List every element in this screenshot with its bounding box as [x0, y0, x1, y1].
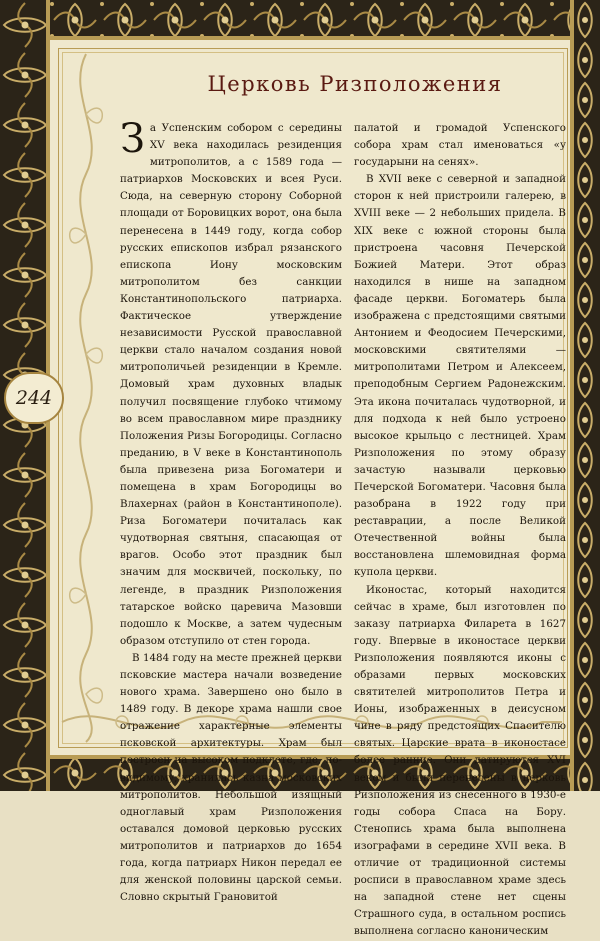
paragraph: палатой и громадой Успенского собора храм стал именоваться «у государыни на сенях».: [354, 122, 566, 169]
floral-vine-icon: [62, 54, 110, 742]
paragraph: Иконостас, который находится сейчас в храме, был изготовлен по заказу патриарха Филарета в 1627 году. Впервые в иконостасе церкви Ризположения появляются иконы с образами первых московских святителей митрополитов Петра и Ионы, изображенных в деисусном чине в ряду предстоящих Спасителю святых. Царские врата в иконостасе более ранние. Они датируются XVI веком и были перенесены в церковь Ризположения из снесенного в 1930-е годы собора Спаса на Бору. Стенопись храма была выполнена изографами в середине XVII века. В отличие от традиционной системы росписи в православном храме здесь на западной стене нет сцены Страшного суда, в остальном роспись выполнена согласно каноническим: [354, 583, 566, 938]
text-column-left: [120, 116, 342, 906]
page-title: Церковь Ризположения: [207, 72, 503, 96]
text-column-right: [354, 120, 566, 941]
page-number: 244: [15, 387, 53, 409]
top-border-ornament-icon: [0, 0, 600, 40]
right-border-ornament-icon: [570, 0, 600, 791]
paragraph: В 1484 году на месте прежней церкви псковские мастера начали возведение нового храма. Завершено оно было в 1489 году. В декоре храма нашли свое отражение характерные элементы псковской архитектуры. Храм был построен на высоком подклете, где, по-видимому, хранилась казна московских митрополитов. Небольшой изящный одноглавый храм Ризположения оставался домовой церковью русских митрополитов и патриархов до 1654 года, когда патриарх Никон передал ее для женской половины царской семьи. Словно скрытый Грановитой: [120, 651, 342, 904]
paragraph: [120, 116, 342, 650]
paragraph-text: а Успенским собором с середины XV века находилась резиденция митрополитов, а с 1589 года — патриархов Московских и всея Руси. Сюда, на северную сторону Соборной площади от Боровицких ворот, она была перенесена в 1449 году, когда собор русских епископов избрал рязанского епископа Иону московским митрополитом без санкции Константинопольского патриарха. Фактическое утверждение независимости Русской православной церкви стало началом создания новой митрополичьей резиденции в Кремле. Домовый храм духовных владык получил посвящение глубоко чтимому во всем православном мире празднику Положения Ризы Богородицы. Согласно преданию, в V веке в Константинополь была привезена риза Богоматери и помещена в храм Богородицы во Влахернах (район в Константинополе). Риза Богоматери почиталась как чудотворная святыня, спасающая от врагов. Особо этот праздник был значим для москвичей, поскольку, по легенде, в праздник Ризположения татарское войско царевича Мазовши подошло к Москве, а затем чудесным образом отступило от стен города.: [120, 122, 342, 647]
page-number-medallion: [4, 372, 64, 424]
paragraph: В XVII веке с северной и западной сторон к ней пристроили галерею, в XVIII веке — 2 небольших придела. В XIX веке с южной стороны была пристроена часовня Печерской Божией Матери. Этот образ находился в нише на западном фасаде церкви. Богоматерь была изображена с предстоящими святыми Антонием и Феодосием Печерскими, московскими святителями — митрополитами Петром и Алексеем, преподобным Сергием Радонежским. Эта икона почиталась чудотворной, и для подхода к ней было устроено высокое крыльцо с лестницей. Храм Ризположения по этому образу зачастую называли церковью Печерской Богоматери. Часовня была разобрана в 1922 году при реставрации, а после Великой Отечественной войны была восстановлена шлемовидная форма купола церкви.: [354, 173, 566, 579]
drop-cap: З: [120, 116, 145, 162]
